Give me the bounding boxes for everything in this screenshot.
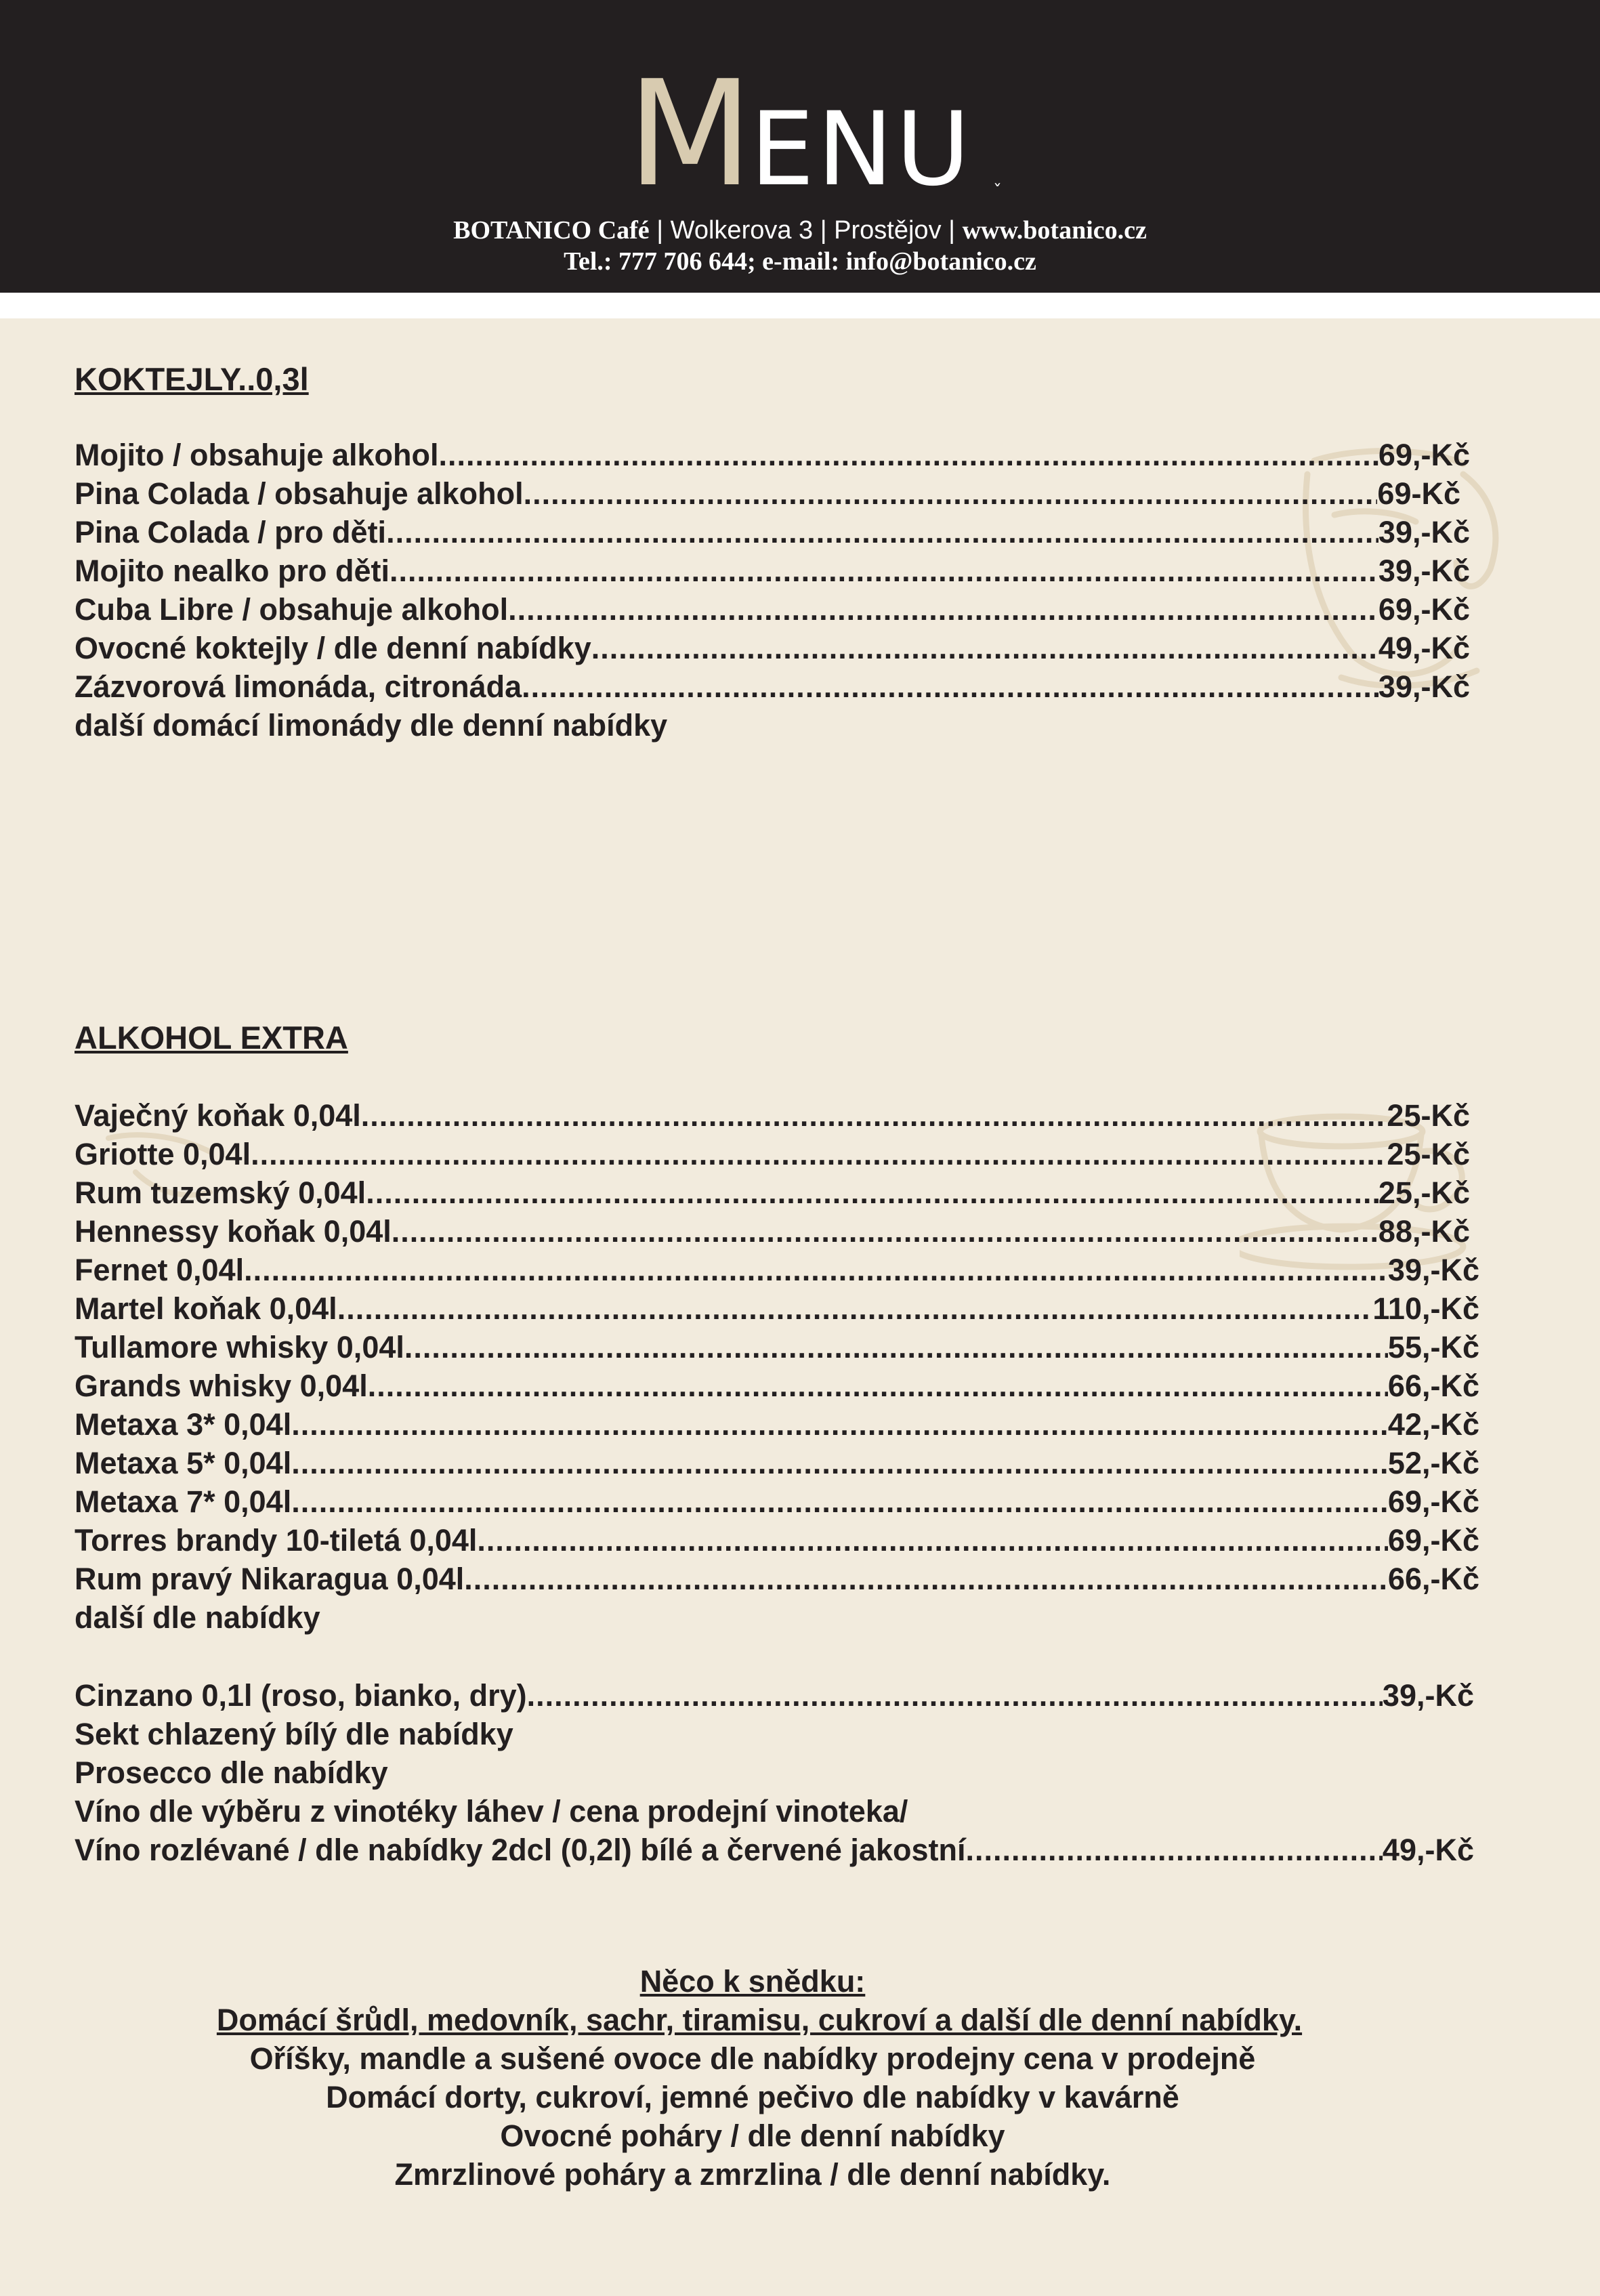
- wine-selection-line: Víno dle výběru z vinotéky láhev / cena prodejní vinoteka/: [75, 1794, 908, 1829]
- item-name: Cinzano 0,1l (roso, bianko, dry): [75, 1678, 527, 1713]
- snacks-line-2: Oříšky, mandle a sušené ovoce dle nabídky prodejny cena v prodejně: [249, 2041, 1256, 2076]
- item-price: 66,-Kč: [1387, 1369, 1479, 1403]
- item-name: Metaxa 7* 0,04l: [75, 1484, 292, 1519]
- item-price: 39,-Kč: [1378, 669, 1470, 704]
- item-name: Pina Colada / pro děti: [75, 515, 387, 549]
- item-name: Cuba Libre / obsahuje alkohol: [75, 592, 509, 627]
- item-name: Martel koňak 0,04l: [75, 1291, 337, 1326]
- item-name: Mojito / obsahuje alkohol: [75, 438, 439, 472]
- menu-title-rest: ENU: [750, 91, 973, 209]
- item-price: 69-Kč: [1377, 476, 1460, 511]
- menu-title-initial: M: [627, 49, 751, 219]
- item-price: 55,-Kč: [1387, 1330, 1479, 1364]
- menu-item: [75, 1251, 1479, 1289]
- menu-item: [75, 1135, 1470, 1173]
- menu-item: [75, 1831, 1474, 1869]
- website-link[interactable]: www.botanico.cz: [962, 216, 1147, 245]
- item-price: 49,-Kč: [1378, 631, 1470, 665]
- menu-item: [75, 1676, 1474, 1715]
- item-price: 69,-Kč: [1387, 1484, 1479, 1519]
- item-price: 39,-Kč: [1378, 554, 1470, 588]
- item-price: 25-Kč: [1387, 1137, 1470, 1171]
- item-name: Rum tuzemský 0,04l: [75, 1175, 366, 1210]
- item-price: 39,-Kč: [1382, 1678, 1474, 1713]
- menu-item: [75, 629, 1470, 667]
- menu-item: [75, 1444, 1479, 1482]
- snacks-line-4: Ovocné poháry / dle denní nabídky: [500, 2118, 1005, 2153]
- address: | Wolkerova 3 | Prostějov |: [649, 216, 963, 245]
- header-divider: [0, 293, 1600, 318]
- item-name: Vaječný koňak 0,04l: [75, 1098, 361, 1133]
- menu-title: [0, 49, 1600, 219]
- cocktails-note: další domácí limonády dle denní nabídky: [75, 708, 668, 743]
- item-price: 69,-Kč: [1387, 1523, 1479, 1558]
- item-name: Grands whisky 0,04l: [75, 1369, 368, 1403]
- item-price: 52,-Kč: [1387, 1446, 1479, 1480]
- snacks-line-1: Domácí šrůdl, medovník, sachr, tiramisu, cukroví a další dle denní nabídky.: [216, 2003, 1303, 2037]
- item-name: Torres brandy 10-tiletá 0,04l: [75, 1523, 478, 1558]
- alcohol-title: ALKOHOL EXTRA: [75, 1020, 348, 1056]
- item-price: 49,-Kč: [1382, 1833, 1474, 1867]
- item-price: 69,-Kč: [1378, 438, 1470, 472]
- contact-line-2: Tel.: 777 706 644; e-mail: info@botanico.cz: [564, 247, 1036, 276]
- snacks-line-5: Zmrzlinové poháry a zmrzlina / dle denní nabídky.: [394, 2157, 1111, 2192]
- menu-item: [75, 474, 1460, 513]
- menu-item: [75, 1212, 1470, 1251]
- snacks-line-3: Domácí dorty, cukroví, jemné pečivo dle nabídky v kavárně: [326, 2080, 1179, 2114]
- menu-item: [75, 1366, 1479, 1405]
- item-price: 39,-Kč: [1378, 515, 1470, 549]
- item-name: Hennessy koňak 0,04l: [75, 1214, 392, 1249]
- item-price: 66,-Kč: [1387, 1562, 1479, 1596]
- item-price: 69,-Kč: [1378, 592, 1470, 627]
- item-price: 25,-Kč: [1378, 1175, 1470, 1210]
- item-name: Rum pravý Nikaragua 0,04l: [75, 1562, 465, 1596]
- prosecco-line: Prosecco dle nabídky: [75, 1755, 388, 1790]
- item-price: 88,-Kč: [1378, 1214, 1470, 1249]
- item-price: 39,-Kč: [1387, 1253, 1479, 1287]
- menu-item: [75, 436, 1470, 474]
- item-name: Tullamore whisky 0,04l: [75, 1330, 404, 1364]
- menu-item: [75, 667, 1470, 706]
- item-name: Ovocné koktejly / dle denní nabídky: [75, 631, 591, 665]
- item-name: Metaxa 5* 0,04l: [75, 1446, 292, 1480]
- item-name: Griotte 0,04l: [75, 1137, 251, 1171]
- menu-item: [75, 1405, 1479, 1444]
- item-name: Metaxa 3* 0,04l: [75, 1407, 292, 1442]
- cocktails-title: KOKTEJLY..0,3l: [75, 361, 309, 397]
- contact-line-1: [0, 215, 1600, 245]
- item-name: Pina Colada / obsahuje alkohol: [75, 476, 524, 511]
- alcohol-note: další dle nabídky: [75, 1600, 320, 1635]
- menu-item: [75, 590, 1470, 629]
- item-price: 110,-Kč: [1372, 1291, 1479, 1326]
- item-price: 42,-Kč: [1387, 1407, 1479, 1442]
- menu-item: [75, 1173, 1470, 1212]
- menu-item: [75, 1521, 1479, 1560]
- item-name: Mojito nealko pro děti: [75, 554, 390, 588]
- item-price: 25-Kč: [1387, 1098, 1470, 1133]
- menu-item: [75, 1482, 1479, 1521]
- menu-item: [75, 513, 1470, 551]
- item-name: Víno rozlévané / dle nabídky 2dcl (0,2l) bílé a červené jakostní: [75, 1833, 966, 1867]
- brand-name: BOTANICO Café: [453, 216, 650, 245]
- item-name: Zázvorová limonáda, citronáda: [75, 669, 522, 704]
- snacks-title: Něco k snědku:: [639, 1964, 866, 1999]
- menu-item: [75, 1328, 1479, 1366]
- menu-item: [75, 1096, 1470, 1135]
- menu-title-mark: ˇ: [993, 182, 1002, 202]
- menu-item: [75, 1289, 1479, 1328]
- sekt-line: Sekt chlazený bílý dle nabídky: [75, 1717, 513, 1751]
- menu-item: [75, 551, 1470, 590]
- menu-item: [75, 1560, 1479, 1598]
- item-name: Fernet 0,04l: [75, 1253, 245, 1287]
